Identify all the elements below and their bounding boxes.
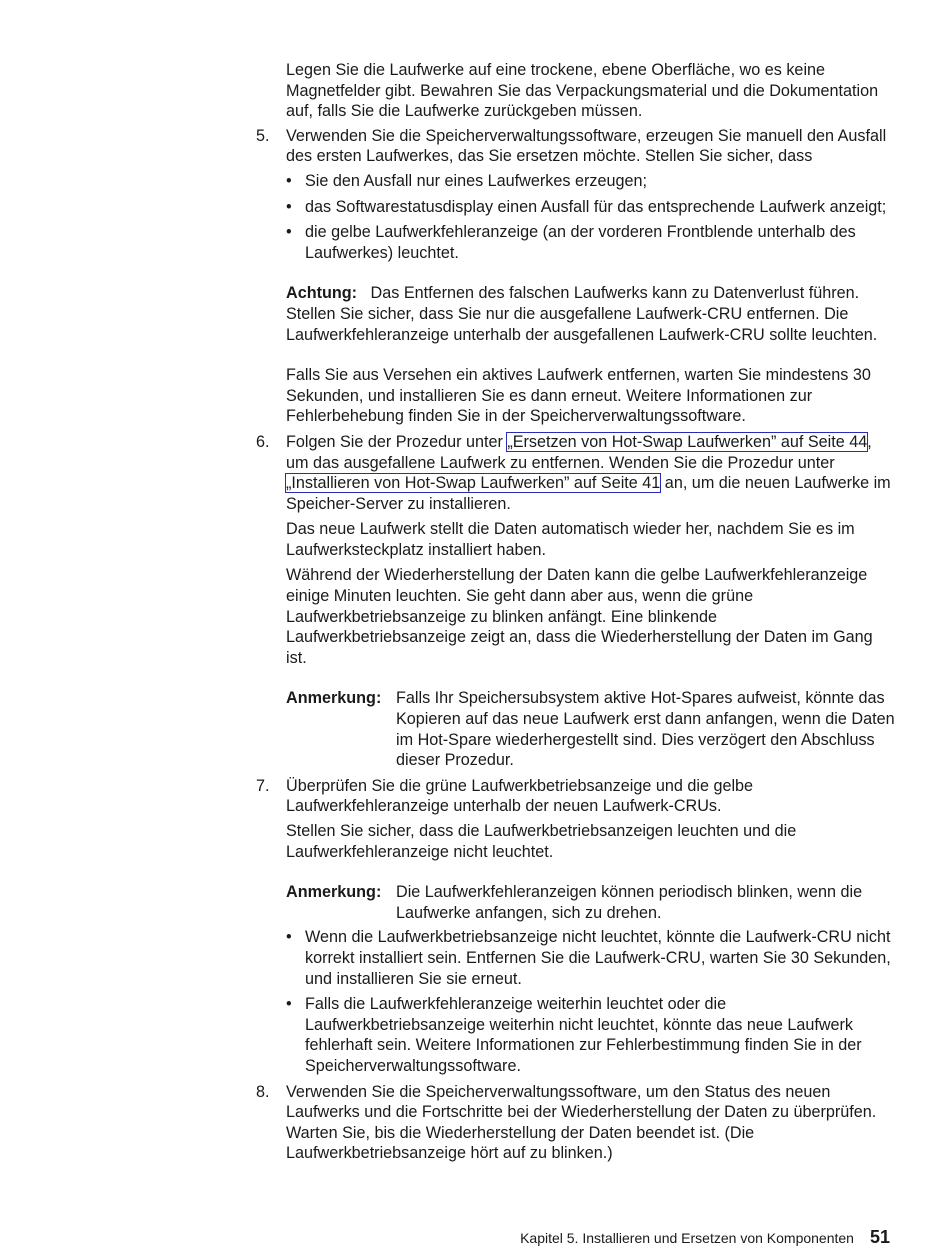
step-6-text-part: , um das ausgefallene Laufwerk zu entfernen. Wenden Sie die Prozedur unter <box>286 432 872 472</box>
step-8-text: Verwenden Sie die Speicherverwaltungssoftware, um den Status des neuen Laufwerks und die Fortschritte bei der Wiederherstellung der Daten zu überprüfen. Warten Sie, bis die Wiederherstellung der Daten beendet ist. (Die Laufwerkbetriebsanzeige hört auf zu blinken.) <box>286 1082 877 1163</box>
step-6 <box>256 432 896 669</box>
step-7-paragraph-2: Stellen Sie sicher, dass die Laufwerkbetriebsanzeigen leuchten und die Laufwerkfehleranzeige nicht leuchtet. <box>286 822 797 861</box>
list-item: • Falls die Laufwerkfehleranzeige weiterhin leuchtet oder die Laufwerkbetriebsanzeige weiterhin nicht leuchtet, könnte das neue Laufwerk fehlerhaft sein. Weitere Informationen zur Fehlerbestimmung finden Sie in der Speicherverwaltungssoftware. <box>286 994 896 1076</box>
note-label: Anmerkung: <box>286 689 382 708</box>
step-number: 8. <box>256 1082 270 1101</box>
step-8 <box>256 1082 896 1164</box>
list-item: • Wenn die Laufwerkbetriebsanzeige nicht leuchtet, könnte die Laufwerk-CRU nicht korrekt installiert sein. Entfernen Sie die Laufwerk-CRU, warten Sie 30 Sekunden, und installieren Sie sie erneut. <box>286 927 896 989</box>
step-number: 7. <box>256 776 270 795</box>
page-number: 51 <box>869 1227 890 1247</box>
list-item: • die gelbe Laufwerkfehleranzeige (an der vorderen Frontblende unterhalb des Laufwerkes) leuchtet. <box>286 222 896 263</box>
page-content <box>256 60 896 1164</box>
step-7-text: Überprüfen Sie die grüne Laufwerkbetriebsanzeige und die gelbe Laufwerkfehleranzeige unterhalb der neuen Laufwerk-CRUs. <box>286 776 754 816</box>
step-7-note <box>286 882 896 923</box>
step-6-text-part: an, um die neuen Laufwerke im Speicher-Server zu installieren. <box>286 474 891 513</box>
step-6-text-part: Folgen Sie der Prozedur unter <box>286 432 508 451</box>
page-footer <box>520 1226 890 1249</box>
step-7 <box>256 776 896 862</box>
step-5-text: Verwenden Sie die Speicherverwaltungssoftware, erzeugen Sie manuell den Ausfall des ersten Laufwerkes, das Sie ersetzen möchte. Stellen Sie sicher, dass <box>286 126 887 166</box>
footer-chapter-title: Kapitel 5. Installieren und Ersetzen von Komponenten <box>520 1230 854 1246</box>
step-6-paragraph-3: Während der Wiederherstellung der Daten kann die gelbe Laufwerkfehleranzeige einige Minuten leuchten. Sie geht dann aber aus, wenn die grüne Laufwerkbetriebsanzeige zu blinken anfängt. Eine blinkende Laufwerkbetriebsanzeige zeigt an, dass die Wiederherstellung der Daten im Gang ist. <box>286 566 873 667</box>
step-number: 5. <box>256 126 270 145</box>
step-6-text <box>286 432 896 514</box>
link-install-hot-swap-drives[interactable]: „Installieren von Hot-Swap Laufwerken” auf Seite 41 <box>286 474 661 493</box>
attention-text: Das Entfernen des falschen Laufwerks kann zu Datenverlust führen. Stellen Sie sicher, dass Sie nur die ausgefallene Laufwerk-CRU entfernen. Die Laufwerkfehleranzeige unterhalb der ausgefallenen Laufwerk-CRU sollte leuchten. <box>286 284 878 344</box>
step-6-note <box>286 688 896 770</box>
attention-note <box>286 283 896 345</box>
step-5-bullet-list <box>286 171 896 263</box>
step-5-after-text: Falls Sie aus Versehen ein aktives Laufwerk entfernen, warten Sie mindestens 30 Sekunden, und installieren Sie es dann erneut. Weitere Informationen zur Fehlerbehebung finden Sie in der Speicherverwaltungssoftware. <box>286 366 871 426</box>
attention-label: Achtung: <box>286 284 358 303</box>
list-item: • das Softwarestatusdisplay einen Ausfall für das entsprechende Laufwerk anzeigt; <box>286 197 896 218</box>
note-text: Falls Ihr Speichersubsystem aktive Hot-Spares aufweist, könnte das Kopieren auf das neue Laufwerk erst dann anfangen, wenn die Daten im Hot-Spare wiederhergestellt sind. Dies verzögert den Abschluss dieser Prozedur. <box>396 689 895 770</box>
step-6-paragraph-2: Das neue Laufwerk stellt die Daten automatisch wieder her, nachdem Sie es im Laufwerksteckplatz installiert haben. <box>286 520 855 559</box>
intro-paragraph: Legen Sie die Laufwerke auf eine trockene, ebene Oberfläche, wo es keine Magnetfelder gibt. Bewahren Sie das Verpackungsmaterial und die Dokumentation auf, falls Sie die Laufwerke zurückgeben müssen. <box>286 61 879 121</box>
step-7-bullet-list <box>286 927 896 1076</box>
note-text: Die Laufwerkfehleranzeigen können periodisch blinken, wenn die Laufwerke anfangen, sich zu drehen. <box>396 883 863 922</box>
step-number: 6. <box>256 432 270 451</box>
link-replace-hot-swap-drives[interactable]: „Ersetzen von Hot-Swap Laufwerken” auf Seite 44 <box>507 432 868 451</box>
step-5 <box>256 126 896 167</box>
note-label: Anmerkung: <box>286 883 382 902</box>
list-item: • Sie den Ausfall nur eines Laufwerkes erzeugen; <box>286 171 896 192</box>
